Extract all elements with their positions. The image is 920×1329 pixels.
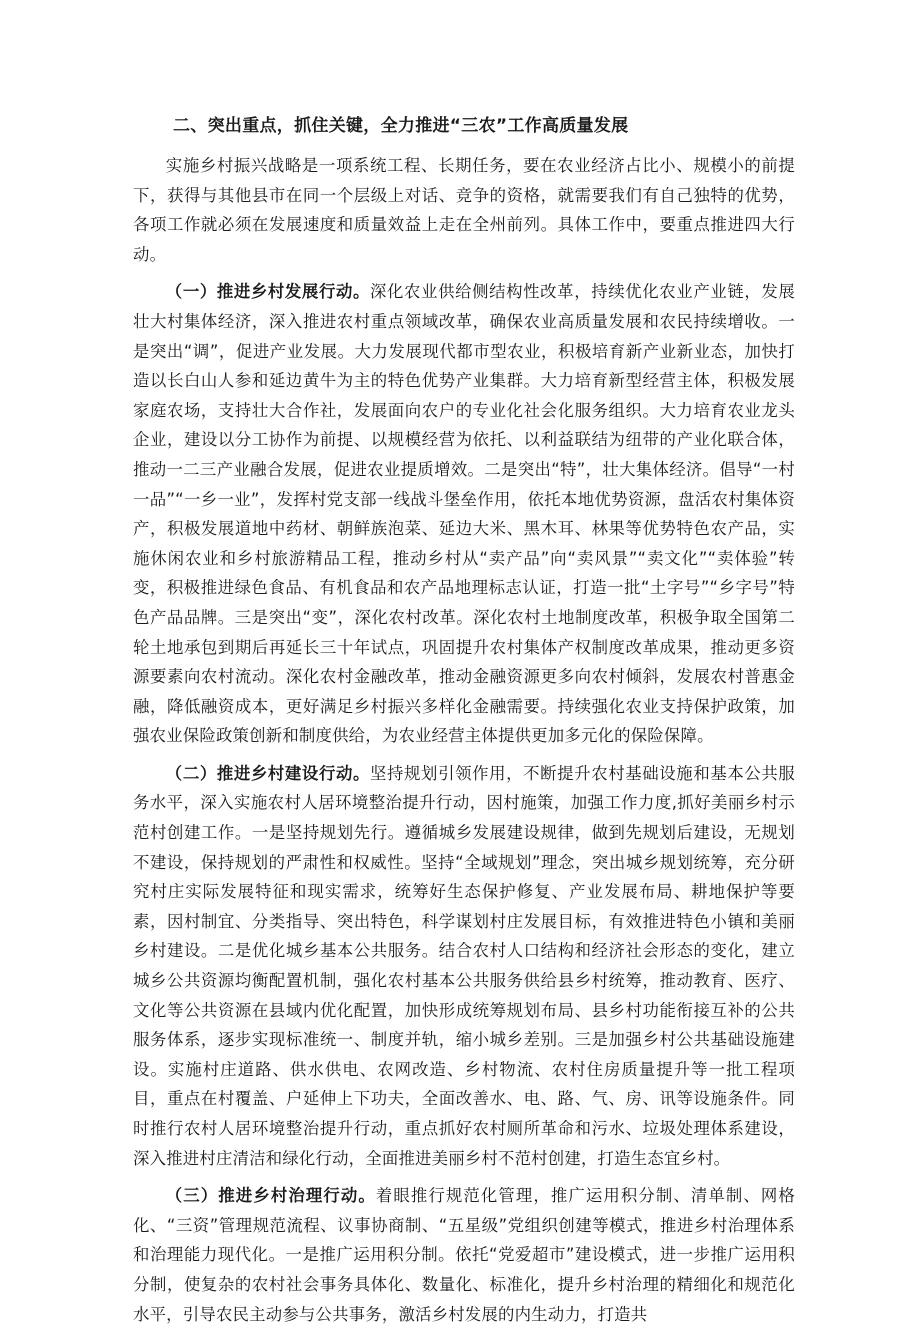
section-paragraph-2: [133, 759, 795, 1173]
section-heading: 二、突出重点，抓住关键，全力推进“三农”工作高质量发展: [173, 116, 629, 136]
section-1-lead: （一）推进乡村发展行动。: [165, 282, 370, 302]
section-3-lead: （三）推进乡村治理行动。: [165, 1186, 376, 1206]
section-1-body: 深化农业供给侧结构性改革，持续优化农业产业链，发展壮大村集体经济，深入推进农村重点领域改革，确保农业高质量发展和农民持续增收。一是突出“调”，促进产业发展。大力发展现代都市型农业，积极培育新产业新业态，加快打造以长白山人参和延边黄牛为主的特色优势产业集群。大力培育新型经营主体，积极发展家庭农场，支持壮大合作社，发展面向农户的专业化社会化服务组织。大力培育农业龙头企业，建设以分工协作为前提、以规模经营为依托、以利益联结为纽带的产业化联合体，推动一二三产业融合发展，促进农业提质增效。二是突出“特”，壮大集体经济。倡导“一村一品”“一乡一业”，发挥村党支部一线战斗堡垒作用，依托本地优势资源，盘活农村集体资产，积极发展道地中药材、朝鲜族泡菜、延边大米、黑木耳、林果等优势特色农产品，实施休闲农业和乡村旅游精品工程，推动乡村从“卖产品”向“卖风景”“卖文化”“卖体验”转变，积极推进绿色食品、有机食品和农产品地理标志认证，打造一批“土字号”“乡字号”特色产品品牌。三是突出“变”，深化农村改革。深化农村土地制度改革，积极争取全国第二轮土地承包到期后再延长三十年试点，巩固提升农村集体产权制度改革成果，推动更多资源要素向农村流动。深化农村金融改革，推动金融资源更多向农村倾斜，发展农村普惠金融，降低融资成本，更好满足乡村振兴多样化金融需要。持续强化农业支持保护政策，加强农业保险政策创新和制度供给，为农业经营主体提供更加多元化的保险保障。: [133, 282, 795, 746]
section-paragraph-3: [133, 1181, 795, 1329]
section-3-body: 着眼推行规范化管理，推广运用积分制、清单制、网格化、“三资”管理规范流程、议事协商制、“五星级”党组织创建等模式，推进乡村治理体系和治理能力现代化。一是推广运用积分制。依托“党爱超市”建设模式，进一步推广运用积分制，使复杂的农村社会事务具体化、数量化、标准化，提升乡村治理的精细化和规范化水平，引导农民主动参与公共事务，激活乡村发展的内生动力，打造共: [133, 1186, 795, 1324]
intro-paragraph: 实施乡村振兴战略是一项系统工程、长期任务，要在农业经济占比小、规模小的前提下，获得与其他县市在同一个层级上对话、竞争的资格，就需要我们有自己独特的优势，各项工作就必须在发展速度和质量效益上走在全州前列。具体工作中，要重点推进四大行动。: [133, 156, 795, 264]
section-2-lead: （二）推进乡村建设行动。: [165, 763, 370, 783]
section-2-body: 坚持规划引领作用，不断提升农村基础设施和基本公共服务水平，深入实施农村人居环境整治提升行动，因村施策，加强工作力度,抓好美丽乡村示范村创建工作。一是坚持规划先行。遵循城乡发展建设规律，做到先规划后建设，无规划不建设，保持规划的严肃性和权威性。坚持“全域规划”理念，突出城乡规划统筹，充分研究村庄实际发展特征和现实需求，统筹好生态保护修复、产业发展布局、耕地保护等要素，因村制宜、分类指导、突出特色，科学谋划村庄发展目标，有效推进特色小镇和美丽乡村建设。二是优化城乡基本公共服务。结合农村人口结构和经济社会形态的变化，建立城乡公共资源均衡配置机制，强化农村基本公共服务供给县乡村统筹，推动教育、医疗、文化等公共资源在县域内优化配置，加快形成统筹规划布局、县乡村功能衔接互补的公共服务体系，逐步实现标准统一、制度并轨，缩小城乡差别。三是加强乡村公共基础设施建设。实施村庄道路、供水供电、农网改造、乡村物流、农村住房质量提升等一批工程项目，重点在村覆盖、户延伸上下功夫，全面改善水、电、路、气、房、讯等设施条件。同时推行农村人居环境整治提升行动，重点抓好农村厕所革命和污水、垃圾处理体系建设，深入推进村庄清洁和绿化行动，全面推进美丽乡村不范村创建，打造生态宜乡村。: [133, 763, 795, 1168]
section-paragraph-1: [133, 277, 795, 751]
